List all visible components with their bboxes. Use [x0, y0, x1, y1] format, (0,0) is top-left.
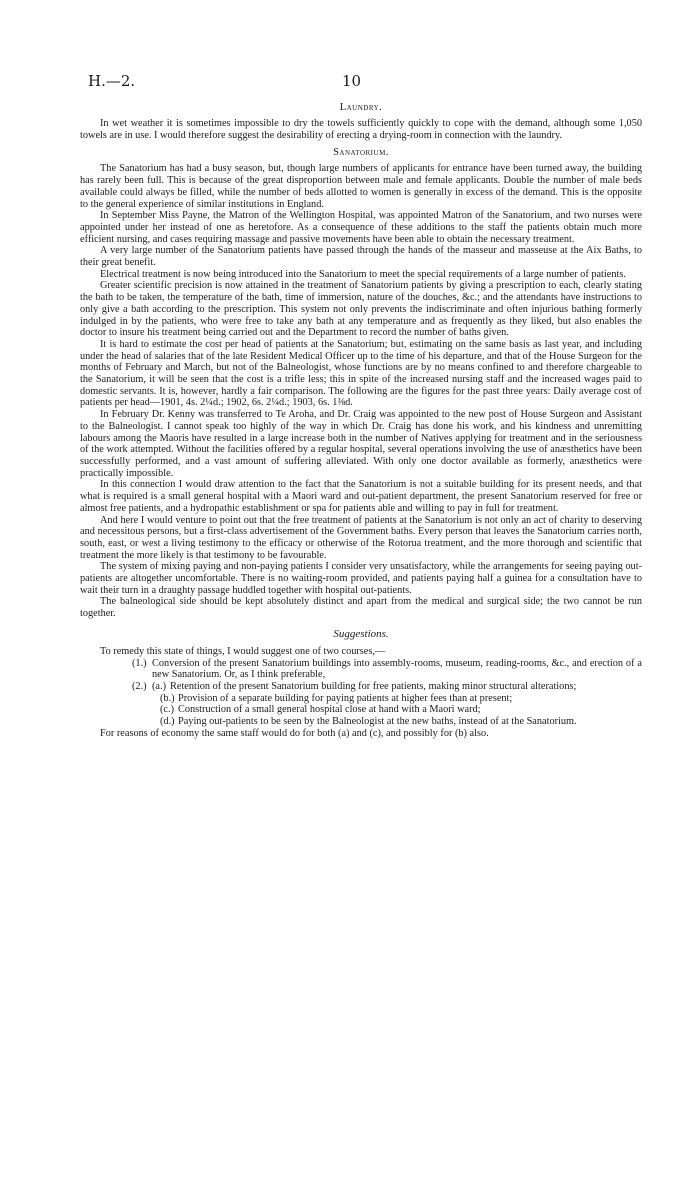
sub-item-marker: (d.) — [160, 716, 175, 728]
sanatorium-paragraph: The system of mixing paying and non-paying patients I consider very unsatisfactory, while the arrangements for seeing paying out-patients are altogether uncomfortable. There is no waiting-room provided, and patients paying half a guinea for a consultation have to wait their turn in a draughty passage huddled together with hospital out-patients. — [80, 561, 642, 596]
sanatorium-paragraph: In February Dr. Kenny was transferred to Te Aroha, and Dr. Craig was appointed to the new post of House Surgeon and Assistant to the Balneologist. I cannot speak too highly of the way in which Dr. Craig has done his work, and his kindness and unremitting labours among the Maoris have resulted in a large increase both in the number of Natives applying for treatment and in the seriousness of the work attempted. Without the facilities offered by a regular hospital, several operations involving the use of anæsthetics have been successfully performed, and a vast amount of suffering alleviated. With only one doctor available as formerly, anæsthetics were practically impossible. — [80, 409, 642, 479]
sub-item-text: Retention of the present Sanatorium building for free patients, making minor structural alterations; — [170, 680, 577, 692]
sanatorium-heading: Sanatorium. — [333, 147, 389, 159]
course-1-marker: (1.) — [132, 657, 147, 669]
course-2-item-b — [80, 693, 642, 705]
sanatorium-paragraph: The balneological side should be kept absolutely distinct and apart from the medical and surgical side; the two cannot be run together. — [80, 596, 642, 620]
sub-item-text: Paying out-patients to be seen by the Balneologist at the new baths, instead of at the Sanatorium. — [178, 716, 577, 728]
sanatorium-paragraph: A very large number of the Sanatorium patients have passed through the hands of the masseur and masseuse at the Aix Baths, to their great benefit. — [80, 245, 642, 269]
suggestions-closing: For reasons of economy the same staff would do for both (a) and (c), and possibly for (b) also. — [100, 727, 489, 739]
laundry-paragraph: In wet weather it is sometimes impossible to dry the towels sufficiently quickly to cope with the demand, although some 1,050 towels are in use. I would therefore suggest the desirability of erecting a drying-room in connection with the laundry. — [80, 118, 642, 141]
course-1-text: Conversion of the present Sanatorium buildings into assembly-rooms, museum, reading-rooms, &c., and erection of a new Sanatorium. Or, as I think preferable, — [152, 657, 642, 681]
sanatorium-paragraph: Greater scientific precision is now attained in the treatment of Sanatorium patients by giving a prescription to each, clearly stating the bath to be taken, the temperature of the bath, time of immersion, nature of the douches, &c.; and the attendants have instructions to only give a bath according to the prescription. This system not only prevents the indiscriminate and often injurious bathing formerly indulged in by the patients, who were free to take any bath at any temperature and as frequently as they liked, but also enables the doctor to insure his treatment being carried out and the Department to record the number of baths given. — [80, 280, 642, 339]
course-2-item-a — [80, 681, 642, 693]
page-reference: H.—2. — [88, 72, 136, 90]
sanatorium-paragraph: In September Miss Payne, the Matron of the Wellington Hospital, was appointed Matron of the Sanatorium, and two nurses were appointed under her instead of one as heretofore. As a consequence of these additions to the staff the patients obtain much more efficient nursing, and cases requiring massage and passive movements have been able to obtain the necessary treatment. — [80, 210, 642, 245]
suggestions-lead: To remedy this state of things, I would suggest one of two courses,— — [100, 645, 386, 657]
sanatorium-paragraph: It is hard to estimate the cost per head of patients at the Sanatorium; but, estimating on the same basis as last year, and including under the head of salaries that of the late Resident Medical Officer up to the time of his departure, and that of the House Surgeon for the months of February and March, but not of the Balneologist, whose functions are by no means confined to and therefore chargeable to the Sanatorium, it will be seen that the cost is a trifle less; this in spite of the increased nursing staff and the increased wages paid to domestic servants. It is, however, hardly a fair comparison. The following are the figures for the past three years: Daily average cost of patients per head—1901, 4s. 2¼d.; 1902, 6s. 2¼d.; 1903, 6s. 1⅜d. — [80, 338, 642, 409]
course-2-item-d — [80, 716, 642, 728]
page-body — [80, 102, 642, 739]
suggestions-heading: Suggestions. — [333, 627, 389, 640]
course-1 — [80, 658, 642, 681]
sub-item-text: Construction of a small general hospital close at hand with a Maori ward; — [178, 704, 481, 716]
page-number: 10 — [342, 72, 362, 90]
laundry-heading: Laundry. — [339, 102, 383, 113]
sanatorium-paragraph: In this connection I would draw attention to the fact that the Sanatorium is not a suitable building for its present needs, and that what is required is a small general hospital with a Maori ward and out-patient department, the present Sanatorium reserved for free or almost free patients, and a hydropathic establishment or spa for patients able and willing to pay in full for treatment. — [80, 479, 642, 514]
course-2-marker: (2.) — [132, 680, 147, 692]
sanatorium-paragraph: The Sanatorium has had a busy season, but, though large numbers of applicants for entrance have been turned away, the building has rarely been full. This is because of the great disproportion between male and female applicants. Double the number of male beds available could always be filled, while the number of beds allotted to women is generally in excess of the demand. This is the opposite to the general experience of similar institutions in England. — [80, 163, 642, 210]
sub-item-text: Provision of a separate building for paying patients at higher fees than at present; — [178, 692, 513, 704]
sub-item-marker: (a.) — [152, 680, 167, 692]
sanatorium-paragraph: Electrical treatment is now being introduced into the Sanatorium to meet the special requirements of a large number of patients. — [100, 268, 626, 280]
sub-item-marker: (b.) — [160, 692, 175, 704]
course-2-item-c — [80, 704, 642, 716]
sanatorium-paragraph: And here I would venture to point out that the free treatment of patients at the Sanatorium is not only an act of charity to deserving and necessitous persons, but a first-class advertisement of the Government baths. Every person that leaves the Sanatorium carries north, south, east, or west a living testimony to the efficacy or otherwise of the Rotorua treatment, and the more thorough and scientific that treatment the more likely is that testimony to be favourable. — [80, 514, 642, 561]
sub-item-marker: (c.) — [160, 704, 175, 716]
